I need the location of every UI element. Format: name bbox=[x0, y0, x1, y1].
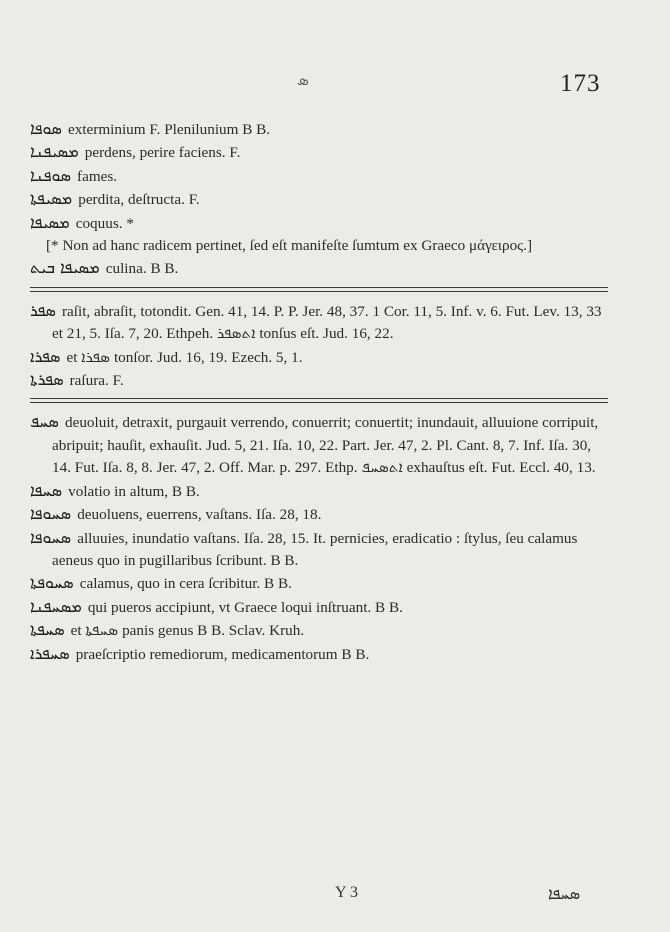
syriac-headword: ܣܚܘܦܐ bbox=[30, 527, 72, 547]
dictionary-entry bbox=[30, 369, 608, 392]
dictionary-entry bbox=[30, 596, 608, 619]
entry-gloss: et ܣܦܪܐ tonſor. Jud. 16, 19. Ezech. 5, 1. bbox=[66, 348, 303, 366]
running-head: ܣ bbox=[297, 73, 309, 89]
syriac-headword: ܡܣܝܦܬܐ bbox=[30, 189, 73, 209]
entry-gloss: alluuies, inundatio vaſtans. Iſa. 28, 15. It. pernicies, eradicatio : ſtylus, ſeu calamus aeneus quo in pugillaribus ſcribunt. B B. bbox=[52, 529, 578, 569]
entry-gloss: raſit, abraſit, totondit. Gen. 41, 14. P. P. Jer. 48, 37. 1 Cor. 11, 5. Inf. v. 6. Fut. Lev. 13, 33 et 21, 5. Iſa. 7, 20. Ethpeh. ܐܬܣܦܪ tonſus eſt. Jud. 16, 22. bbox=[52, 302, 602, 343]
dictionary-entry bbox=[30, 619, 608, 642]
dictionary-entry bbox=[30, 480, 608, 503]
entry-gloss: fames. bbox=[77, 167, 118, 185]
dictionary-entry bbox=[30, 165, 608, 188]
dictionary-entry bbox=[30, 300, 608, 346]
syriac-headword: ܣܚܦܬܐ bbox=[30, 620, 65, 640]
section-divider bbox=[30, 287, 608, 292]
dictionary-entry bbox=[30, 188, 608, 211]
syriac-headword: ܡܣܝܦܐ ܒܝܬ bbox=[30, 258, 100, 278]
syriac-headword: ܣܚܦܪܐ bbox=[30, 643, 70, 663]
entry-group-b bbox=[30, 300, 608, 393]
syriac-headword: ܣܘܦܢܐ bbox=[30, 165, 72, 185]
entry-gloss: deuoluens, euerrens, vaſtans. Iſa. 28, 18. bbox=[77, 506, 322, 524]
entry-gloss: perdens, perire faciens. F. bbox=[84, 144, 241, 162]
dictionary-entry bbox=[30, 411, 608, 479]
syriac-headword: ܡܣܝܦܐ bbox=[30, 212, 70, 232]
dictionary-entry bbox=[30, 572, 608, 595]
dictionary-entry bbox=[30, 503, 608, 526]
dictionary-entry bbox=[30, 212, 608, 235]
entry-gloss: praeſcriptio remediorum, medicamentorum B B. bbox=[75, 645, 370, 663]
dictionary-entry bbox=[30, 527, 608, 573]
entry-gloss: culina. B B. bbox=[105, 260, 179, 278]
catchword: ܣܚܦܐ bbox=[548, 884, 581, 903]
entry-gloss: calamus, quo in cera ſcribitur. B B. bbox=[79, 575, 292, 593]
editorial-note: [* Non ad hanc radicem pertinet, ſed eſt manifeſte ſumtum ex Graeco μάγειρος.] bbox=[46, 237, 533, 255]
entry-gloss: coquus. * bbox=[75, 214, 134, 232]
signature-mark: Y 3 bbox=[335, 884, 358, 901]
dictionary-entry bbox=[30, 257, 608, 280]
syriac-headword: ܡܣܝܦܢܐ bbox=[30, 142, 79, 162]
entry-gloss: et ܣܚܦܬܐ panis genus B B. Sclav. Kruh. bbox=[70, 622, 305, 640]
entry-gloss: raſura. F. bbox=[69, 372, 124, 390]
syriac-headword: ܣܦܪ bbox=[30, 300, 56, 320]
dictionary-entry bbox=[30, 346, 608, 369]
syriac-headword: ܣܦܪܬܐ bbox=[30, 370, 64, 390]
dictionary-entry bbox=[30, 141, 608, 164]
entry-group-c bbox=[30, 411, 608, 665]
page-number: 173 bbox=[560, 70, 601, 97]
syriac-headword: ܣܚܦܐ bbox=[30, 480, 63, 500]
entry-group-a bbox=[30, 118, 608, 281]
entry-gloss: exterminium F. Plenilunium B B. bbox=[67, 121, 271, 138]
dictionary-body bbox=[30, 118, 608, 666]
dictionary-entry bbox=[30, 118, 608, 141]
syriac-headword: ܣܚܦ bbox=[30, 412, 59, 432]
entry-gloss: qui pueros accipiunt, vt Graece loqui inſtruant. B B. bbox=[87, 598, 403, 616]
syriac-headword: ܣܚܘܦܐ bbox=[30, 504, 72, 524]
syriac-headword: ܣܘܦܐ bbox=[30, 119, 62, 138]
syriac-headword: ܣܚܘܦܬܐ bbox=[30, 573, 74, 593]
syriac-headword: ܡܣܚܦܢܐ bbox=[30, 596, 82, 616]
entry-gloss: deuoluit, detraxit, purgauit verrendo, conuerrit; conuertit; inundauit, alluuione corripuit, abripuit; hauſit, exhauſit. Jud. 5, 21. Iſa. 10, 22. Part. Jer. 47, 2. Pl. Cant. 8, 7. Inf. Iſa. 30, 14. Fut. Iſa. 8, 8. Jer. 47, 2. Off. Mar. p. 297. Ethp. ܐܬܣܚܦ exhauſtus eſt. Fut. Eccl. 40, 13. bbox=[52, 414, 599, 477]
entry-gloss: volatio in altum, B B. bbox=[68, 482, 200, 500]
section-divider bbox=[30, 398, 608, 403]
page-footer bbox=[0, 884, 670, 904]
syriac-headword: ܣܦܪܐ bbox=[30, 346, 61, 366]
entry-gloss: perdita, deſtructa. F. bbox=[78, 191, 200, 209]
dictionary-entry bbox=[30, 643, 608, 666]
